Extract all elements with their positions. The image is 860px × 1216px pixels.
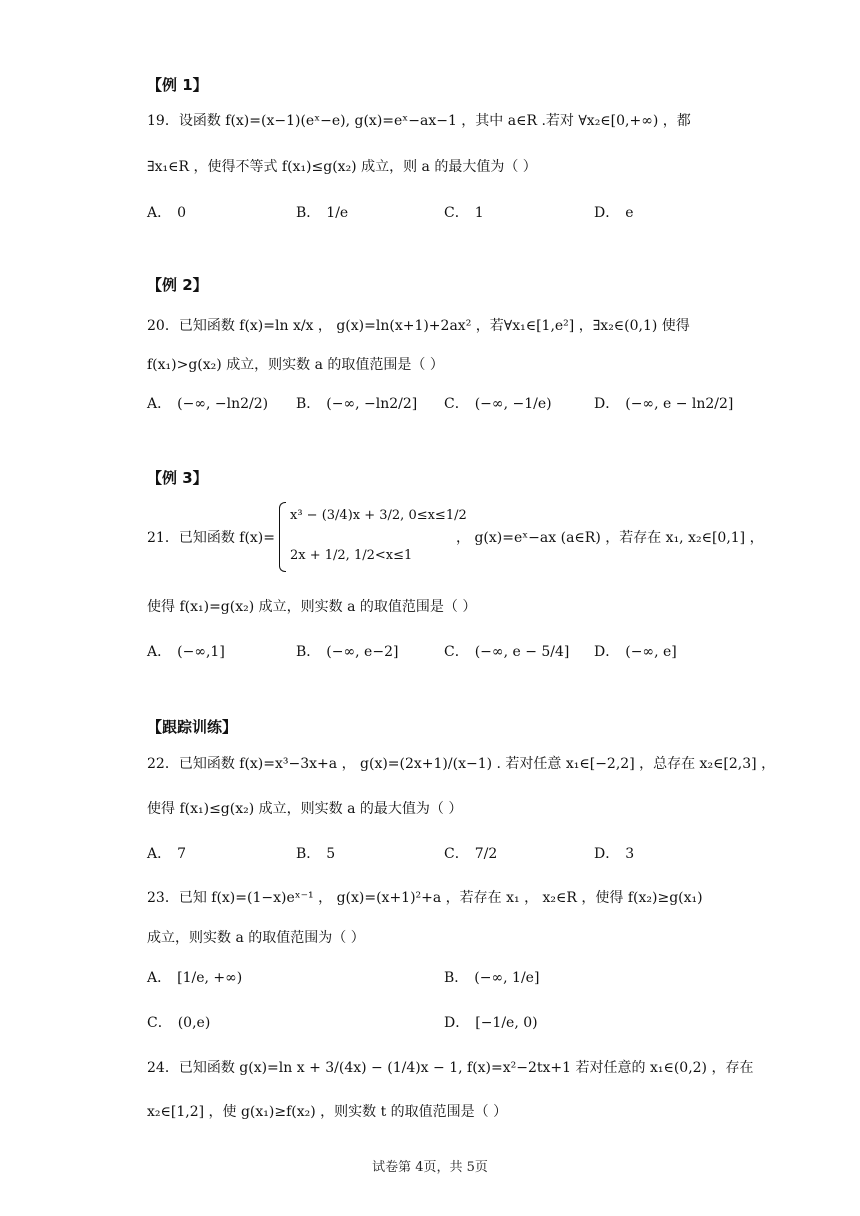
q23-option-d[interactable]: D． [−1/e, 0) [444, 1015, 538, 1031]
question-23-line-2: 成立，则实数 a 的取值范围为（ ） [147, 930, 365, 946]
q22-option-b[interactable]: B． 5 [296, 846, 336, 862]
question-19-line-1: 19．设函数 f(x)=(x−1)(eˣ−e), g(x)=eˣ−ax−1 ，其中 a∈R .若对 ∀x₂∈[0,+∞) ，都 [147, 113, 691, 129]
q21-option-c[interactable]: C． (−∞, e − 5/4] [444, 644, 570, 660]
question-24-line-1: 24．已知函数 g(x)=ln x + 3/(4x) − (1/4)x − 1, f(x)=x²−2tx+1 若对任意的 x₁∈(0,2) ，存在 [147, 1060, 754, 1076]
q20-option-b[interactable]: B． (−∞, −ln2/2] [296, 396, 418, 412]
page-footer: 试卷第 4页，共 5页 [372, 1160, 488, 1175]
q20-option-d[interactable]: D． (−∞, e − ln2/2] [594, 396, 734, 412]
question-21-line-2: 使得 f(x₁)=g(x₂) 成立，则实数 a 的取值范围是（ ） [147, 599, 477, 615]
q23-option-c[interactable]: C． (0,e) [147, 1015, 211, 1031]
q23-option-a[interactable]: A． [1/e, +∞) [147, 970, 243, 986]
q22-option-d[interactable]: D． 3 [594, 846, 635, 862]
question-22-line-1: 22．已知函数 f(x)=x³−3x+a ， g(x)=(2x+1)/(x−1) . 若对任意 x₁∈[−2,2] ，总存在 x₂∈[2,3] ， [147, 756, 776, 772]
q23-option-b[interactable]: B． (−∞, 1/e] [444, 970, 540, 986]
piecewise-case-1: x³ − (3/4)x + 3/2, 0≤x≤1/2 [290, 508, 467, 523]
q20-option-a[interactable]: A． (−∞, −ln2/2) [147, 396, 269, 412]
question-22-line-2: 使得 f(x₁)≤g(x₂) 成立，则实数 a 的最大值为（ ） [147, 801, 463, 817]
question-19-line-2: ∃x₁∈R ，使得不等式 f(x₁)≤g(x₂) 成立，则 a 的最大值为（ ） [147, 159, 537, 175]
practice-heading: 【跟踪训练】 [147, 718, 238, 736]
question-21-line-1b: ， g(x)=eˣ−ax (a∈R) ，若存在 x₁, x₂∈[0,1] ， [456, 530, 764, 546]
question-20-line-2: f(x₁)>g(x₂) 成立，则实数 a 的取值范围是（ ） [147, 357, 444, 373]
question-24-line-2: x₂∈[1,2] ，使 g(x₁)≥f(x₂) ，则实数 t 的取值范围是（ ） [147, 1104, 508, 1120]
question-23-line-1: 23．已知 f(x)=(1−x)eˣ⁻¹ ， g(x)=(x+1)²+a ，若存在 x₁ ， x₂∈R ，使得 f(x₂)≥g(x₁) [147, 890, 703, 906]
question-20-line-1: 20．已知函数 f(x)=ln x/x ， g(x)=ln(x+1)+2ax² ，若∀x₁∈[1,e²] ，∃x₂∈(0,1) 使得 [147, 318, 690, 334]
example-2-heading: 【例 2】 [147, 276, 208, 294]
q19-option-d[interactable]: D． e [594, 205, 634, 221]
q19-option-c[interactable]: C． 1 [444, 205, 484, 221]
q19-option-a[interactable]: A． 0 [147, 205, 187, 221]
q20-option-c[interactable]: C． (−∞, −1/e) [444, 396, 552, 412]
piecewise-brace [279, 502, 286, 572]
q22-option-c[interactable]: C． 7/2 [444, 846, 498, 862]
q21-option-a[interactable]: A． (−∞,1] [147, 644, 225, 660]
q22-option-a[interactable]: A． 7 [147, 846, 187, 862]
q21-option-b[interactable]: B． (−∞, e−2] [296, 644, 399, 660]
q19-option-b[interactable]: B． 1/e [296, 205, 349, 221]
example-1-heading: 【例 1】 [147, 76, 208, 94]
piecewise-case-2: 2x + 1/2, 1/2<x≤1 [290, 548, 413, 563]
example-3-heading: 【例 3】 [147, 469, 208, 487]
q21-option-d[interactable]: D． (−∞, e] [594, 644, 677, 660]
question-21-line-1a: 21．已知函数 f(x)= [147, 530, 275, 546]
